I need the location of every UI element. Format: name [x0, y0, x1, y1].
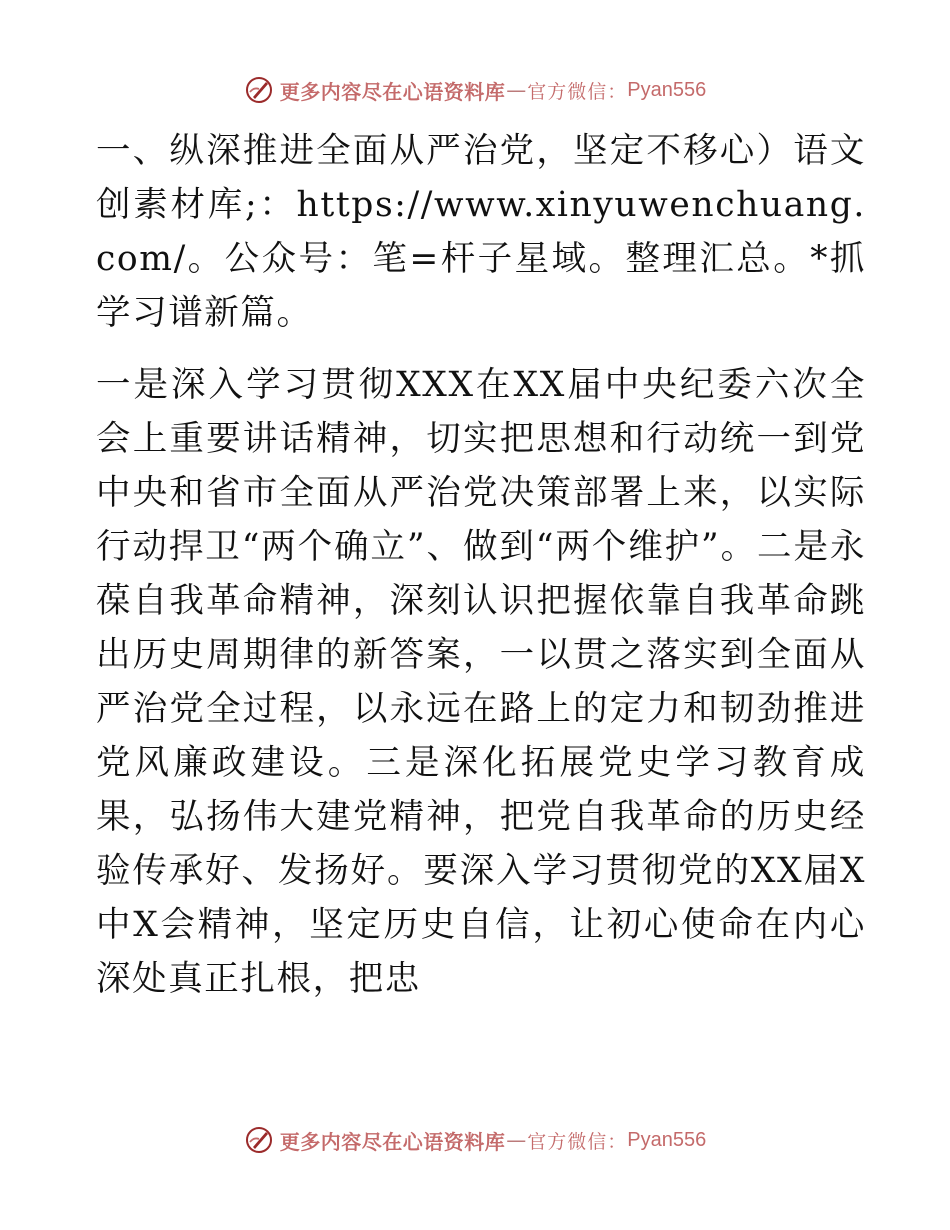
paragraph-2: 一是深入学习贯彻XXX在XX届中央纪委六次全会上重要讲话精神，切实把思想和行动统一到党中央和省市全面从严治党决策部署上来，以实际行动捍卫“两个确立”、做到“两个维护”。二是永葆自我革命精神，深刻认识把握依靠自我革命跳出历史周期律的新答案，一以贯之落实到全面从严治党全过程，以永远在路上的定力和韧劲推进党风廉政建设。三是深化拓展党史学习教育成果，弘扬伟大建党精神，把党自我革命的历史经验传承好、发扬好。要深入学习贯彻党的XX届X中X会精神，坚定历史自信，让初心使命在内心深处真正扎根，把忠 [96, 365, 866, 999]
footer-promo-text: 更多内容尽在心语资料库 [279, 1129, 506, 1154]
header-banner [0, 72, 950, 108]
header-official-label: 官方微信： [527, 80, 628, 103]
header-promo-text: 更多内容尽在心语资料库 [279, 79, 506, 104]
header-dash: — [506, 78, 527, 102]
quill-logo-icon [244, 75, 274, 105]
footer-wechat-id: Pyan556 [627, 1128, 707, 1151]
paragraph-1: 一、纵深推进全面从严治党，坚定不移心）语文创素材库;：https://www.xinyuwenchuang.com/。公众号：笔=杆子星域。整理汇总。*抓学习谱新篇。 [96, 131, 866, 333]
footer-banner [0, 1122, 950, 1158]
quill-logo-icon [244, 1125, 274, 1155]
footer-dash: — [506, 1128, 527, 1152]
header-wechat-id: Pyan556 [627, 78, 707, 101]
footer-official-label: 官方微信： [527, 1130, 628, 1153]
document-body [96, 124, 866, 1006]
